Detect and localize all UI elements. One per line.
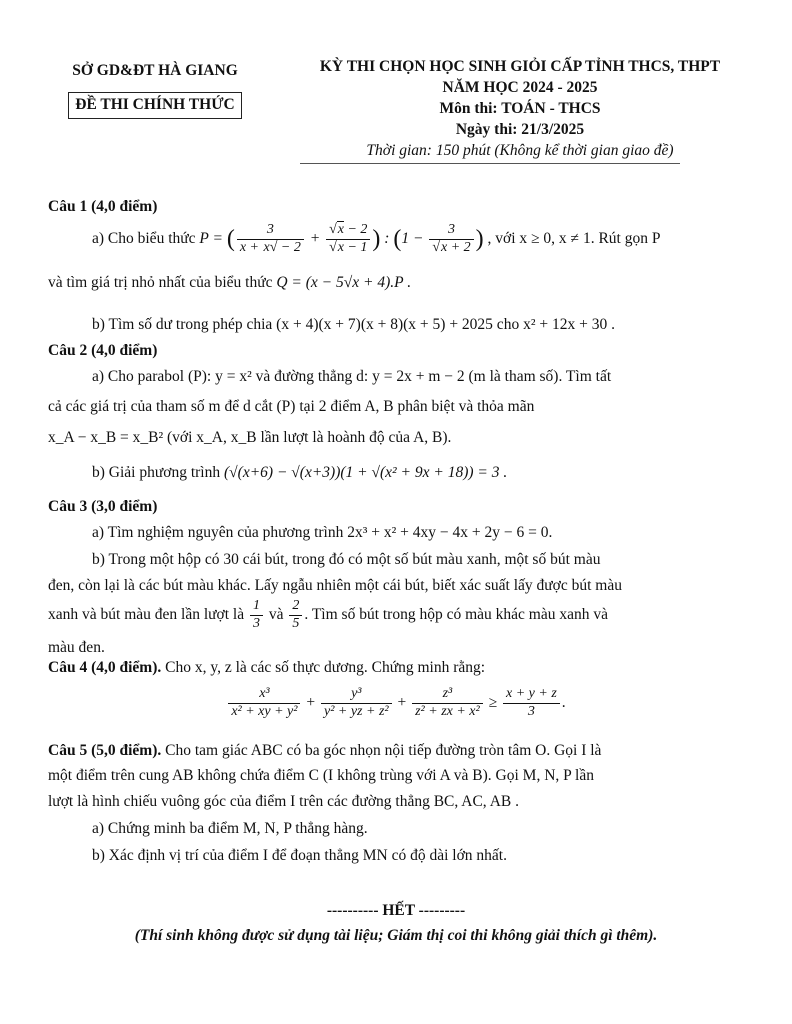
q2-a-line3: x_A − x_B = x_B² (với x_A, x_B lần lượt là hoành độ của A, B). [48,429,452,446]
q1-a-line2-expr: Q = (x − 5√x + 4).P . [276,274,412,291]
q5-title: Câu 5 (5,0 điểm). [48,742,162,759]
q3-b-line4: màu đen. [48,639,105,656]
official-label-box [40,92,270,119]
q3-fraction-2: $\frac{2}{5}$ [289,598,302,633]
q1-a-line2-lead: và tìm giá trị nhỏ nhất của biểu thức [48,274,273,291]
q2-a-line1: a) Cho parabol (P): y = x² và đường thẳng d: y = 2x + m − 2 (m là tham số). Tìm tất [92,368,612,385]
subject: Môn thi: TOÁN - THCS [439,100,601,117]
q3-a: a) Tìm nghiệm nguyên của phương trình 2x³ + x² + 4xy − 4x + 2y − 6 = 0. [92,524,553,541]
q4-line [48,659,752,678]
q1-a-condition: , với x ≥ 0, x ≠ 1. Rút gọn P [487,229,661,247]
q4-frac-1: $\frac{\text{x³}}{\text{x² + xy + y²}}$ [228,686,300,721]
q1-title: Câu 1 (4,0 điểm) [48,198,158,215]
duration: Thời gian: 150 phút (Không kể thời gian giao đề) [366,142,674,159]
q3-b-line1: b) Trong một hộp có 30 cái bút, trong đó có một số bút màu xanh, một số bút màu [92,551,601,568]
q5-a: a) Chứng minh ba điểm M, N, P thẳng hàng. [92,820,368,837]
q3-b-line3-tail: . Tìm số bút trong hộp có màu khác màu xanh và [304,605,608,623]
q1-a-line1 [92,222,752,257]
department-name: SỞ GD&ĐT HÀ GIANG [72,62,238,79]
q5-text-1: Cho tam giác ABC có ba góc nhọn nội tiếp đường tròn tâm O. Gọi I là [165,742,602,759]
q5-line2: một điểm trên cung AB không chứa điểm C (I không trùng với A và B). Gọi M, N, P lần [48,767,594,784]
school-year: NĂM HỌC 2024 - 2025 [442,79,598,96]
q2-title: Câu 2 (4,0 điểm) [48,342,158,359]
q2-b [92,464,752,483]
q3-b-line3-lead: xanh và bút màu đen lần lượt là [48,605,245,623]
header-divider [300,163,680,164]
q5-line3: lượt là hình chiếu vuông góc của điểm I trên các đường thẳng BC, AC, AB . [48,793,519,810]
official-label: ĐỀ THI CHÍNH THỨC [68,92,241,119]
end-mark: ---------- HẾT --------- [326,902,466,919]
q4-frac-3: $\frac{\text{z³}}{\text{z² + zx + x²}}$ [412,686,483,721]
q2-b-expr: (√(x+6) − √(x+3))(1 + √(x² + 9x + 18)) = 3 . [223,464,508,481]
q3-and: và [268,605,284,623]
q3-b-line3 [48,598,752,633]
q1-a-lead: a) Cho biểu thức [92,229,196,247]
q1-a-line2 [48,274,752,293]
footer-note: (Thí sinh không được sử dụng tài liệu; Giám thị coi thi không giải thích gì thêm). [134,927,658,944]
exam-title: KỲ THI CHỌN HỌC SINH GIỎI CẤP TỈNH THCS, THPT [319,58,721,75]
q3-fraction-1: $\frac{1}{3}$ [250,598,263,633]
q1-expression: P = ( $\frac{3}{x + x√ - 2}$ + $\frac{√x - 2}{√x - 1}$ ) : (1 − $\frac{3}{√x + 2}$ ) [199,222,484,255]
q2-a-line2: cả các giá trị của tham số m để d cắt (P) tại 2 điểm A, B phân biệt và thỏa mãn [48,398,535,415]
q5-line1 [48,742,752,761]
q5-b: b) Xác định vị trí của điểm I để đoạn thẳng MN có độ dài lớn nhất. [92,847,507,864]
q2-b-lead: b) Giải phương trình [92,464,221,481]
exam-date: Ngày thi: 21/3/2025 [455,121,585,138]
q3-b-line2: đen, còn lại là các bút màu khác. Lấy ngẫu nhiên một cái bút, biết xác suất lấy được bút màu [48,577,622,594]
q3-title: Câu 3 (3,0 điểm) [48,498,158,515]
q1-b: b) Tìm số dư trong phép chia (x + 4)(x + 7)(x + 8)(x + 5) + 2025 cho x² + 12x + 30 . [92,316,615,333]
q4-frac-2: $\frac{\text{y³}}{\text{y² + yz + z²}}$ [321,686,392,721]
q4-text: Cho x, y, z là các số thực dương. Chứng minh rằng: [165,659,486,676]
q4-rhs: $\frac{x + y + z}{3}$ [503,686,560,721]
q4-inequality: $\frac{\text{x³}}{\text{x² + xy + y²}}$ + $\frac{\text{y³}}{\text{y² + yz + z²}}$ + $\frac{\text{z³}}{\text{z² + zx + x²}}$ ≥ $\frac{x + y + z}{3}$ . [40,686,752,721]
q4-title: Câu 4 (4,0 điểm). [48,659,162,676]
